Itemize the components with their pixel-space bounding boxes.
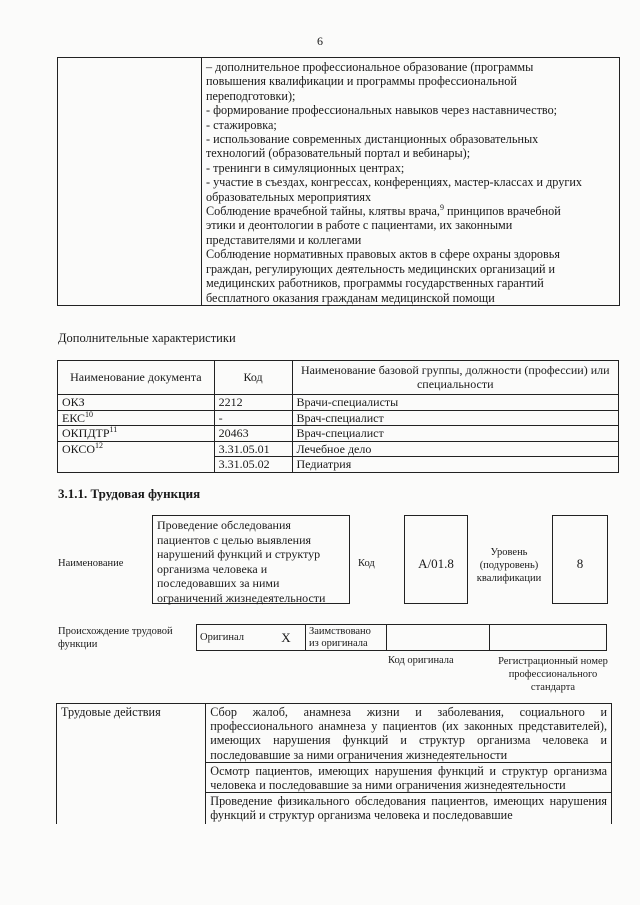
document-name: ОКПДТР xyxy=(62,426,110,440)
cell-group-name: Врачи-специалисты xyxy=(292,395,619,411)
cell-document xyxy=(58,441,215,457)
text-line: Соблюдение нормативных правовых актов в сфере охраны здоровья xyxy=(205,247,560,262)
qualification-level-box: 8 xyxy=(552,515,608,604)
text-line: представителями и коллегами xyxy=(205,232,362,247)
table-row xyxy=(57,704,612,763)
origin-label: Происхождение трудовой функции xyxy=(58,626,173,650)
cell-group-name: Врач-специалист xyxy=(292,410,619,426)
footnote-mark: 12 xyxy=(95,440,104,450)
code-label: Код xyxy=(358,558,375,569)
table-row xyxy=(57,793,612,825)
origin-table xyxy=(196,624,607,651)
cell-document xyxy=(58,410,215,426)
cell-group-name: Педиатрия xyxy=(292,457,619,473)
footnote-mark: 9 xyxy=(439,203,444,213)
text-line: - участие в съездах, конгрессах, конференциях, мастер-классах и других xyxy=(205,175,582,190)
additional-characteristics-table xyxy=(57,360,619,473)
function-name-line: пациентов с целью выявления xyxy=(157,532,312,547)
table-row xyxy=(58,441,619,457)
header-code: Код xyxy=(214,361,292,395)
text-line: - тренинги в симуляционных центрах; xyxy=(205,160,405,175)
original-cell: Оригинал xyxy=(197,625,268,651)
page-number: 6 xyxy=(317,34,323,48)
document-name: ЕКС xyxy=(62,410,86,425)
table-row xyxy=(58,426,619,442)
text-line: образовательных мероприятиях xyxy=(205,189,372,204)
footnote-mark: 10 xyxy=(85,409,94,419)
text-line: этики и деонтологии в работе с пациентами, их законными xyxy=(205,218,513,233)
header-document: Наименование документа xyxy=(58,361,215,395)
cell-code: - xyxy=(214,410,292,426)
text-line: бесплатного оказания гражданам медицинской помощи xyxy=(205,290,495,305)
labor-actions-label: Трудовые действия xyxy=(57,704,206,763)
text-line: – дополнительное профессиональное образование (программы xyxy=(205,60,534,74)
continuation-table xyxy=(57,57,620,306)
text-line: повышения квалификации и программы профессиональной xyxy=(205,74,517,89)
function-name-line: последовавших за ними xyxy=(157,576,280,590)
footnote-mark: 11 xyxy=(109,425,118,434)
function-name-line: нарушений функций и структур xyxy=(157,547,321,561)
continuation-text-cell xyxy=(201,58,619,306)
text-line: - стажировка; xyxy=(205,117,277,132)
labor-actions-label-cont xyxy=(57,762,206,792)
text-line: технологий (образовательный портал и вебинары); xyxy=(205,146,471,161)
labor-action-item: Осмотр пациентов, имеющих нарушения функций и структур организма человека и последовавшие за ними ограничения жизнедеятельности xyxy=(206,762,612,792)
table-header-row xyxy=(58,361,619,395)
text-line: - формирование профессиональных навыков через наставничество; xyxy=(205,103,558,118)
function-code-box: А/01.8 xyxy=(404,515,468,604)
table-row xyxy=(58,457,619,473)
level-label: Уровень (подуровень) квалификации xyxy=(476,547,542,584)
cell-document xyxy=(58,457,215,473)
continuation-empty-cell xyxy=(58,58,202,306)
labor-action-item: Проведение физикального обследования пациентов, имеющих нарушения функций и структур организма человека и последовавшие xyxy=(206,793,612,825)
text-line: граждан, регулирующих деятельность медицинских организаций и xyxy=(205,261,556,276)
labor-action-item: Сбор жалоб, анамнеза жизни и заболевания, социального и профессионального анамнеза у пациентов (их законных представителей), имеющих нарушения функций и структур организма человека и последовавшие за ними ограничения жизнедеятельности xyxy=(206,704,612,763)
original-mark: X xyxy=(267,625,306,651)
text-line: медицинских работников, программы государственных гарантий xyxy=(205,276,544,291)
cell-code: 3.31.05.01 xyxy=(214,441,292,457)
name-label: Наименование xyxy=(58,558,124,569)
borrowed-cell: Заимствовано из оригинала xyxy=(306,625,387,651)
document-name: ОКСО xyxy=(62,441,96,456)
document-name: ОКЗ xyxy=(62,395,85,409)
cell-code: 2212 xyxy=(214,395,292,411)
cell-code: 3.31.05.02 xyxy=(214,457,292,473)
function-name-box xyxy=(152,515,350,604)
table-row xyxy=(58,395,619,411)
text-fragment: Соблюдение врачебной тайны, клятвы врача, xyxy=(205,204,440,219)
header-group-name: Наименование базовой группы, должности (профессии) или специальности xyxy=(292,361,619,395)
cell-group-name: Врач-специалист xyxy=(292,426,619,442)
cell-document xyxy=(58,395,215,411)
cell-document xyxy=(58,426,215,442)
original-code-cell xyxy=(387,625,490,651)
table-row xyxy=(57,762,612,792)
additional-characteristics-title: Дополнительные характеристики xyxy=(58,331,236,345)
function-name-line: ограничений жизнедеятельности xyxy=(157,590,326,605)
labor-actions-table xyxy=(56,703,612,824)
original-code-caption: Код оригинала xyxy=(388,655,454,666)
cell-code: 20463 xyxy=(214,426,292,442)
text-line: - использование современных дистанционных образовательных xyxy=(205,132,539,147)
registration-number-caption: Регистрационный номер профессионального стандарта xyxy=(498,656,608,693)
text-fragment: принципов врачебной xyxy=(443,204,561,219)
function-name-line: Проведение обследования xyxy=(157,518,291,532)
registration-number-cell xyxy=(490,625,607,651)
table-row xyxy=(58,410,619,426)
text-line xyxy=(206,204,615,218)
function-name-line: организма человека и xyxy=(157,561,268,576)
section-heading: 3.1.1. Трудовая функция xyxy=(58,486,201,501)
text-line: переподготовки); xyxy=(205,88,296,103)
cell-group-name: Лечебное дело xyxy=(292,441,619,457)
labor-actions-label-cont xyxy=(57,793,206,825)
